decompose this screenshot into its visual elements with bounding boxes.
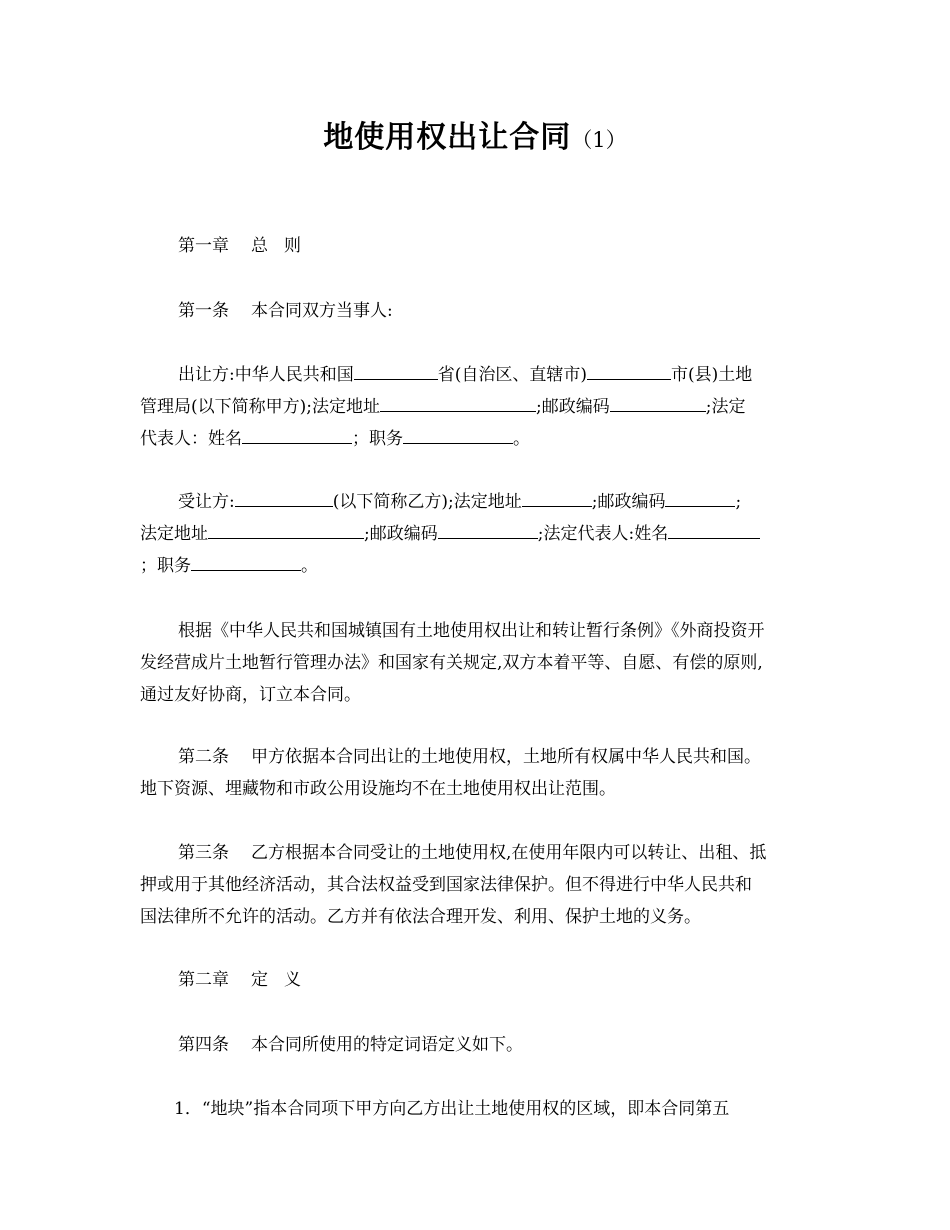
address-blank bbox=[522, 492, 592, 507]
article-3-line-2: 押或用于其他经济活动，其合法权益受到国家法律保护。但不得进行中华人民共和 bbox=[140, 875, 752, 895]
name-blank bbox=[668, 524, 760, 539]
article-3-line-1: 第三条 乙方根据本合同受让的土地使用权,在使用年限内可以转让、出租、抵 bbox=[178, 843, 767, 863]
transferee-line-1: 受让方: (以下简称乙方);法定地址 ;邮政编码 ; bbox=[178, 492, 742, 512]
transferee-line-3: ；职务 。 bbox=[140, 556, 318, 576]
city-blank bbox=[587, 365, 671, 380]
basis-line-1: 根据《中华人民共和国城镇国有土地使用权出让和转让暂行条例》《外商投资开 bbox=[178, 621, 765, 641]
address-blank bbox=[380, 397, 536, 412]
postcode-blank bbox=[610, 397, 706, 412]
transferor-line-3: 代表人：姓名 ；职务 。 bbox=[140, 429, 530, 449]
province-blank bbox=[354, 365, 438, 380]
title-main: 地使用权出让合同 bbox=[323, 120, 572, 155]
name-blank bbox=[242, 429, 352, 444]
position-blank bbox=[403, 429, 513, 444]
transferor-line-2: 管理局(以下简称甲方);法定地址 ;邮政编码 ;法定 bbox=[140, 397, 746, 417]
chapter-1-heading: 第一章 总 则 bbox=[178, 236, 301, 256]
postcode-blank bbox=[438, 524, 538, 539]
article-1: 第一条 本合同双方当事人: bbox=[178, 301, 393, 321]
transferor-line-1: 出让方:中华人民共和国 省(自治区、直辖市) 市(县)土地 bbox=[178, 365, 753, 385]
chapter-2-heading: 第二章 定 义 bbox=[178, 970, 301, 990]
article-2-line-2: 地下资源、埋藏物和市政公用设施均不在土地使用权出让范围。 bbox=[140, 779, 616, 799]
transferee-blank bbox=[235, 492, 333, 507]
article-4: 第四条 本合同所使用的特定词语定义如下。 bbox=[178, 1035, 523, 1055]
position-blank bbox=[191, 556, 301, 571]
article-2-line-1: 第二条 甲方依据本合同出让的土地使用权，土地所有权属中华人民共和国。 bbox=[178, 747, 761, 767]
postcode-blank bbox=[665, 492, 735, 507]
document-title bbox=[0, 112, 950, 156]
basis-line-3: 通过友好协商，订立本合同。 bbox=[140, 685, 361, 705]
definition-1: 1．“地块”指本合同项下甲方向乙方出让土地使用权的区域，即本合同第五 bbox=[174, 1099, 730, 1119]
article-3-line-3: 国法律所不允许的活动。乙方并有依法合理开发、利用、保护土地的义务。 bbox=[140, 907, 701, 927]
title-number: （1） bbox=[571, 128, 627, 152]
transferee-line-2: 法定地址 ;邮政编码 ;法定代表人:姓名 bbox=[140, 524, 760, 544]
address-blank bbox=[208, 524, 364, 539]
basis-line-2: 发经营成片土地暂行管理办法》和国家有关规定,双方本着平等、自愿、有偿的原则, bbox=[140, 653, 763, 673]
